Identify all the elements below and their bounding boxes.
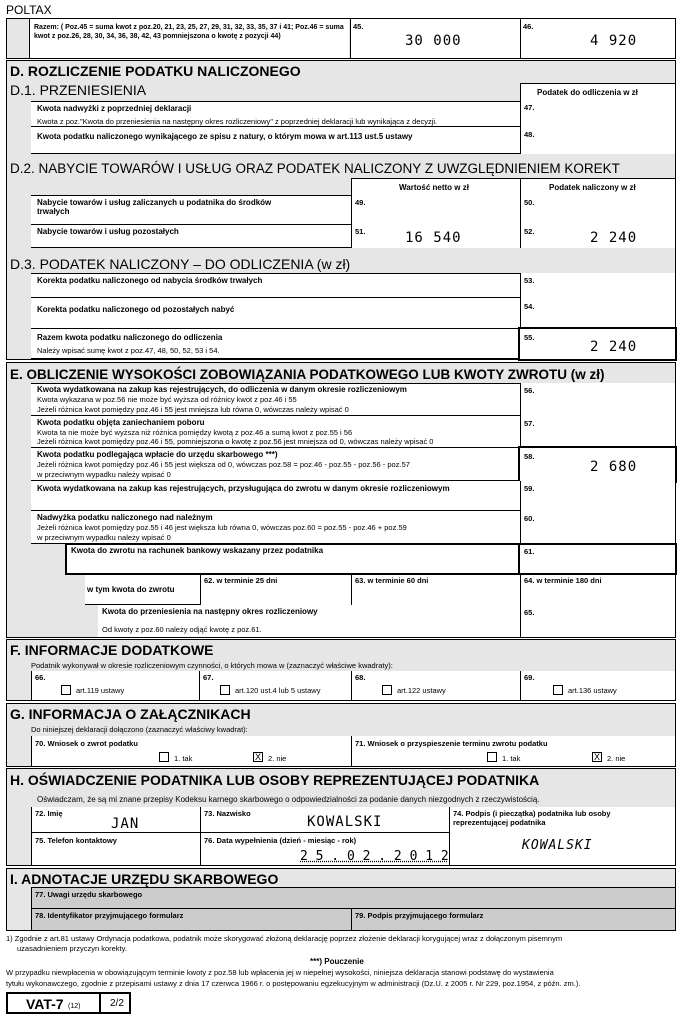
form-id: VAT-7 — [26, 996, 64, 1012]
pouczenie-title: ***) Pouczenie — [310, 957, 364, 966]
row-55-label: Razem kwota podatku naliczonego do odliczenia — [37, 333, 223, 342]
row-51-label: Nabycie towarów i usług pozostałych — [37, 227, 179, 236]
section-e — [6, 362, 676, 638]
page-number: 2/2 — [110, 998, 124, 1009]
checkbox-70-no[interactable]: X — [254, 752, 261, 762]
field-78-label: 78. Identyfikator przyjmującego formularz — [35, 911, 184, 920]
checkbox-71-yes[interactable] — [487, 752, 497, 762]
row-56-label: Kwota wydatkowana na zakup kas rejestrujących, do odliczenia w danym okresie rozliczeniowym — [37, 385, 407, 394]
field-66-number: 66. — [35, 673, 46, 682]
section-f-desc: Podatnik wykonywał w okresie rozliczeniowym czynności, o których mowa w (zaznaczyć właściwe kwadraty): — [31, 661, 393, 670]
pouczenie-line-1: W przypadku niewpłacenia w obowiązującym terminie kwoty z poz.58 lub wpłacenia jej w niepełnej wysokości, niniejsza deklaracja stanowi podstawę do wystawienia — [6, 968, 554, 977]
field-61-number: 61. — [524, 547, 535, 556]
field-68-number: 68. — [355, 673, 366, 682]
checkbox-66[interactable] — [61, 685, 71, 695]
field-77-label: 77. Uwagi urzędu skarbowego — [35, 890, 143, 899]
section-g-title: G. INFORMACJA O ZAŁĄCZNIKACH — [10, 706, 251, 722]
d2-col-tax: Podatek naliczony w zł — [549, 183, 636, 192]
section-i — [6, 868, 676, 931]
row-65-label: Kwota do przeniesienia na następny okres rozliczeniowy — [102, 607, 318, 616]
field-79-label: 79. Podpis przyjmującego formularz — [355, 911, 484, 920]
field-49-number: 49. — [355, 198, 366, 207]
section-f-title: F. INFORMACJE DODATKOWE — [10, 642, 214, 658]
field-73-value[interactable]: KOWALSKI — [307, 814, 383, 830]
row-53-label: Korekta podatku naliczonego od nabycia środków trwałych — [37, 276, 263, 285]
field-47-number: 47. — [524, 103, 535, 112]
row-65-sub: Od kwoty z poz.60 należy odjąć kwotę z poz.61. — [102, 625, 262, 634]
section-i-title: I. ADNOTACJE URZĘDU SKARBOWEGO — [10, 871, 279, 887]
field-72-value[interactable]: JAN — [111, 816, 140, 832]
row-60-sub2: w przeciwnym wypadku należy wpisać 0 — [37, 533, 171, 542]
field-73-label: 73. Nazwisko — [204, 809, 251, 818]
field-70-label: 70. Wniosek o zwrot podatku — [35, 739, 138, 748]
field-60-number: 60. — [524, 514, 535, 523]
checkbox-71-no-label: 2. nie — [607, 754, 626, 763]
checkbox-70-yes-label: 1. tak — [174, 754, 193, 763]
section-d — [6, 60, 676, 360]
field-64-label: 64. w terminie 180 dni — [524, 576, 602, 585]
section-g-desc: Do niniejszej deklaracji dołączono (zaznaczyć właściwy kwadrat): — [31, 725, 248, 734]
footnote-1a: 1) Zgodnie z art.81 ustawy Ordynacja podatkowa, podatnik może skorygować złożoną deklarację poprzez złożenie deklaracji korygującej wraz z dołączonym pisemnym — [6, 934, 563, 943]
field-58-value[interactable]: 2 680 — [590, 459, 638, 475]
section-d3-title: D.3. PODATEK NALICZONY – DO ODLICZENIA (w zł) — [10, 256, 351, 272]
section-h — [6, 768, 676, 866]
field-72-label: 72. Imię — [35, 809, 63, 818]
row-60-sub1: Jeżeli różnica kwot pomiędzy poz.55 i 46 jest większa lub równa 0, wówczas poz.60 = poz.55 - poz.46 + poz.59 — [37, 523, 407, 532]
form-header: POLTAX — [6, 3, 52, 17]
row-47-sub: Kwota z poz."Kwota do przeniesienia na następny okres rozliczeniowy" z poprzedniej deklaracji lub wynikająca z decyzji. — [37, 117, 438, 126]
field-65-number: 65. — [524, 608, 535, 617]
row-49-label: Nabycie towarów i usług zaliczanych u podatnika do środków trwałych — [37, 198, 272, 216]
field-53-number: 53. — [524, 276, 535, 285]
field-75-label: 75. Telefon kontaktowy — [35, 836, 117, 845]
checkbox-67-label: art.120 ust.4 lub 5 ustawy — [235, 686, 321, 695]
checkbox-69[interactable] — [553, 685, 563, 695]
section-d-title: D. ROZLICZENIE PODATKU NALICZONEGO — [10, 63, 301, 79]
field-67-number: 67. — [203, 673, 214, 682]
section-e-title: E. OBLICZENIE WYSOKOŚCI ZOBOWIĄZANIA PODATKOWEGO LUB KWOTY ZWROTU (w zł) — [10, 367, 605, 382]
footnote-1b: uzasadnieniem przyczyn korekty. — [17, 944, 127, 953]
field-50-number: 50. — [524, 198, 535, 207]
field-45-value[interactable]: 30 000 — [405, 33, 462, 49]
row-58-sub2: w przeciwnym wypadku należy wpisać 0 — [37, 470, 171, 479]
field-62-label: 62. w terminie 25 dni — [204, 576, 278, 585]
field-76-value[interactable]: 2 5 . 0 2 . 2 0 1 2 — [300, 849, 449, 864]
d2-col-net: Wartość netto w zł — [399, 183, 469, 192]
row-57-sub2: Jeżeli różnica kwot pomiędzy poz.46 i 55, pomniejszona o kwotę z poz.56 jest mniejsza od 0, wówczas należy wpisać 0 — [37, 437, 434, 446]
field-45-number: 45. — [353, 22, 364, 31]
field-71-label: 71. Wniosek o przyspieszenie terminu zwrotu podatku — [355, 739, 548, 748]
section-d2-title: D.2. NABYCIE TOWARÓW I USŁUG ORAZ PODATEK NALICZONY Z UWZGLĘDNIENIEM KOREKT — [10, 161, 620, 176]
field-63-label: 63. w terminie 60 dni — [355, 576, 429, 585]
label-w-tym: w tym kwota do zwrotu — [87, 585, 175, 594]
section-d1-title: D.1. PRZENIESIENIA — [10, 82, 147, 98]
section-h-title: H. OŚWIADCZENIE PODATNIKA LUB OSOBY REPREZENTUJĄCEJ PODATNIKA — [10, 772, 540, 788]
checkbox-71-yes-label: 1. tak — [502, 754, 521, 763]
row-57-label: Kwota podatku objęta zaniechaniem poboru — [37, 418, 205, 427]
checkbox-67[interactable] — [220, 685, 230, 695]
checkbox-71-no[interactable]: X — [593, 752, 600, 762]
field-58-number: 58. — [524, 452, 535, 461]
checkbox-70-no-label: 2. nie — [268, 754, 287, 763]
form-version: (12) — [68, 1003, 81, 1010]
field-59-number: 59. — [524, 484, 535, 493]
row-59-label: Kwota wydatkowana na zakup kas rejestrujących, przysługująca do zwrotu w danym okresie rozliczeniowym — [37, 484, 450, 493]
checkbox-66-label: art.119 ustawy — [76, 686, 125, 695]
row-57-sub1: Kwota ta nie może być wyższa niż różnica pomiędzy kwotą z poz.46 a sumą kwot z poz.55 i 56 — [37, 428, 353, 437]
field-69-number: 69. — [524, 673, 535, 682]
checkbox-69-label: art.136 ustawy — [568, 686, 617, 695]
top-summary-row — [6, 18, 676, 59]
field-52-value[interactable]: 2 240 — [590, 230, 638, 246]
row-55-sub: Należy wpisać sumę kwot z poz.47, 48, 50, 52, 53 i 54. — [37, 346, 220, 355]
row-58-label: Kwota podatku podlegająca wpłacie do urzędu skarbowego ***) — [37, 450, 278, 459]
row-58-sub1: Jeżeli różnica kwot pomiędzy poz.46 i 55 jest większa od 0, wówczas poz.58 = poz.46 - poz.55 - poz.56 - poz.57 — [37, 460, 410, 469]
field-51-value[interactable]: 16 540 — [405, 230, 462, 246]
field-74-label: 74. Podpis (i pieczątka) podatnika lub osoby reprezentującej podatnika — [453, 809, 611, 827]
row-48-label: Kwota podatku naliczonego wynikającego ze spisu z natury, o którym mowa w art.113 ust.5 ustawy — [37, 132, 413, 141]
row-54-label: Korekta podatku naliczonego od pozostałych nabyć — [37, 305, 235, 314]
section-g — [6, 703, 676, 767]
checkbox-68-label: art.122 ustawy — [397, 686, 446, 695]
section-f — [6, 639, 676, 701]
row-47-label: Kwota nadwyżki z poprzedniej deklaracji — [37, 104, 192, 113]
field-76-label: 76. Data wypełnienia (dzień - miesiąc - rok) — [204, 836, 357, 845]
pouczenie-line-2: tytułu wykonawczego, zgodnie z przepisami ustawy z dnia 17 czerwca 1966 r. o postępowaniu egzekucyjnym w administracji (Dz.U. z 2005 r. Nr 229, poz.1954, z późn. zm.). — [6, 979, 581, 988]
form-id-box — [6, 992, 131, 1014]
field-74-signature[interactable]: KOWALSKI — [522, 838, 593, 853]
summary-label: Razem: ( Poz.45 = suma kwot z poz.20, 21, 23, 25, 27, 29, 31, 32, 33, 35, 37 i 41; Poz.46 = suma kwot z poz.26, 28, 30, 34, 36, 38, 42, 43 pomniejszona o kwotę z pozycji 44) — [34, 24, 344, 40]
field-55-value[interactable]: 2 240 — [590, 339, 638, 355]
field-46-value[interactable]: 4 920 — [590, 33, 638, 49]
row-61-label: Kwota do zwrotu na rachunek bankowy wskazany przez podatnika — [71, 546, 324, 555]
row-56-sub2: Jeżeli różnica kwot pomiędzy poz.46 i 55 jest mniejsza lub równa 0, wówczas należy wpisać 0 — [37, 405, 349, 414]
field-46-number: 46. — [523, 22, 534, 31]
row-60-label: Nadwyżka podatku naliczonego nad należnym — [37, 513, 213, 522]
field-55-number: 55. — [524, 333, 535, 342]
field-51-number: 51. — [355, 227, 366, 236]
section-h-desc: Oświadczam, że są mi znane przepisy Kodeksu karnego skarbowego o odpowiedzialności za podanie danych niezgodnych z rzeczywistością. — [37, 795, 540, 804]
field-48-number: 48. — [524, 130, 535, 139]
field-52-number: 52. — [524, 227, 535, 236]
field-56-number: 56. — [524, 386, 535, 395]
field-54-number: 54. — [524, 302, 535, 311]
checkbox-68[interactable] — [382, 685, 392, 695]
d1-column-header: Podatek do odliczenia w zł — [537, 88, 638, 97]
field-57-number: 57. — [524, 419, 535, 428]
row-56-sub1: Kwota wykazana w poz.56 nie może być wyższa od różnicy kwot z poz.46 i 55 — [37, 395, 297, 404]
checkbox-70-yes[interactable] — [159, 752, 169, 762]
